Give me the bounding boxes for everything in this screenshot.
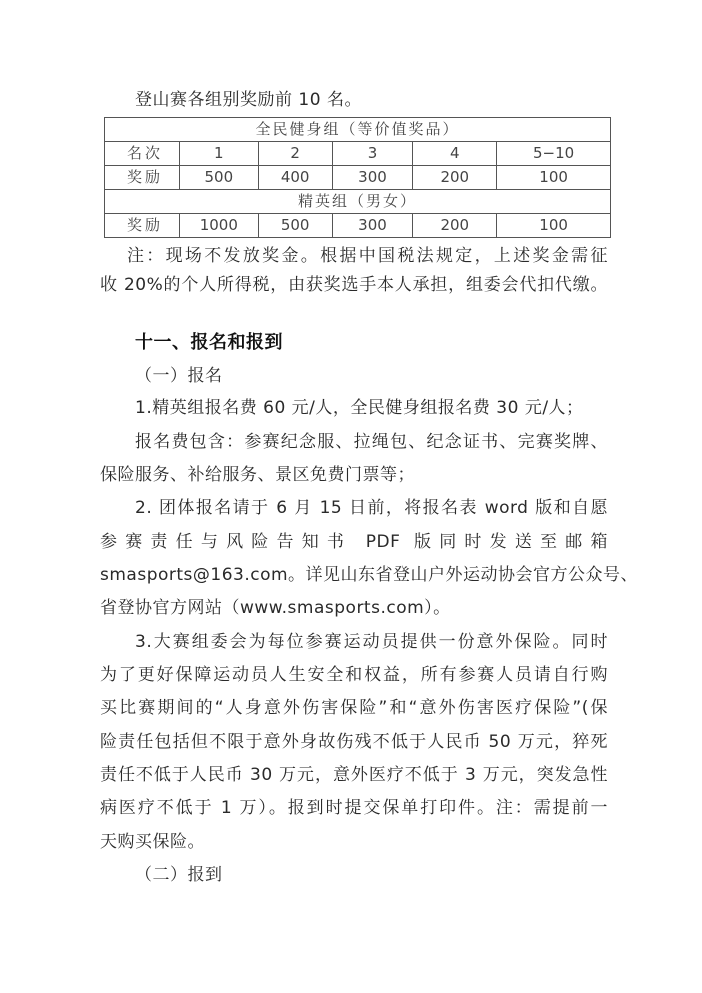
- rank-label: 名次: [105, 142, 180, 166]
- paragraph-insurance-line-6: 病医疗不低于 1 万）。报到时提交保单打印件。注：需提前一: [100, 798, 608, 818]
- rank-cell: 4: [413, 142, 497, 166]
- paragraph-fee: 1.精英组报名费 60 元/人，全民健身组报名费 30 元/人；: [135, 398, 584, 418]
- paragraph-insurance-line-3: 买比赛期间的“人身意外伤害保险”和“意外伤害医疗保险”(保: [100, 698, 608, 718]
- prize-table: [104, 117, 611, 238]
- subsection-registration: （一）报名: [135, 366, 223, 386]
- reward-label: 奖励: [105, 166, 180, 190]
- paragraph-team-line-3: smasports@163.com。详见山东省登山户外运动协会官方公众号、: [100, 565, 639, 585]
- rank-cell: 2: [258, 142, 332, 166]
- subsection-checkin: （二）报到: [135, 865, 223, 885]
- paragraph-insurance-line-1: 3.大赛组委会为每位参赛运动员提供一份意外保险。同时: [135, 632, 608, 652]
- rank-cell: 3: [332, 142, 413, 166]
- rank-cell: 1: [179, 142, 258, 166]
- table-row-group2-title: [105, 190, 611, 214]
- paragraph-includes-line-2: 保险服务、补给服务、景区免费门票等；: [100, 465, 415, 485]
- paragraph-insurance-line-2: 为了更好保障运动员人生安全和权益，所有参赛人员请自行购: [100, 665, 608, 685]
- reward-label: 奖励: [105, 214, 180, 238]
- reward-cell: 1000: [179, 214, 258, 238]
- reward-cell: 200: [413, 166, 497, 190]
- table-row-group1-rewards: [105, 166, 611, 190]
- note-line-1: 注：现场不发放奖金。根据中国税法规定，上述奖金需征: [127, 246, 608, 266]
- note-line-2: 收 20%的个人所得税，由获奖选手本人承担，组委会代扣代缴。: [100, 275, 608, 295]
- paragraph-insurance-line-5: 责任不低于人民币 30 万元，意外医疗不低于 3 万元，突发急性: [100, 765, 608, 785]
- paragraph-team-line-1: 2. 团体报名请于 6 月 15 日前，将报名表 word 版和自愿: [135, 498, 608, 518]
- paragraph-includes-line-1: 报名费包含：参赛纪念服、拉绳包、纪念证书、完赛奖牌、: [135, 432, 608, 452]
- paragraph-insurance-line-7: 天购买保险。: [100, 832, 205, 852]
- paragraph-team-line-2: 参赛责任与风险告知书 PDF 版同时发送至邮箱: [100, 532, 608, 552]
- intro-text: 登山赛各组别奖励前 10 名。: [135, 90, 362, 110]
- table-row-group2-rewards: [105, 214, 611, 238]
- rank-cell: 5−10: [497, 142, 611, 166]
- paragraph-team-line-4: 省登协官方网站（www.smasports.com）。: [100, 598, 451, 618]
- section-heading: 十一、报名和报到: [135, 332, 283, 353]
- table-row-group1-title: [105, 118, 611, 142]
- paragraph-insurance-line-4: 险责任包括但不限于意外身故伤残不低于人民币 50 万元，猝死: [100, 732, 608, 752]
- reward-cell: 400: [258, 166, 332, 190]
- group1-title: 全民健身组（等价值奖品）: [105, 118, 611, 142]
- table-row-ranks: [105, 142, 611, 166]
- group2-title: 精英组（男女）: [105, 190, 611, 214]
- reward-cell: 500: [258, 214, 332, 238]
- reward-cell: 300: [332, 214, 413, 238]
- reward-cell: 200: [413, 214, 497, 238]
- reward-cell: 100: [497, 166, 611, 190]
- reward-cell: 100: [497, 214, 611, 238]
- reward-cell: 300: [332, 166, 413, 190]
- reward-cell: 500: [179, 166, 258, 190]
